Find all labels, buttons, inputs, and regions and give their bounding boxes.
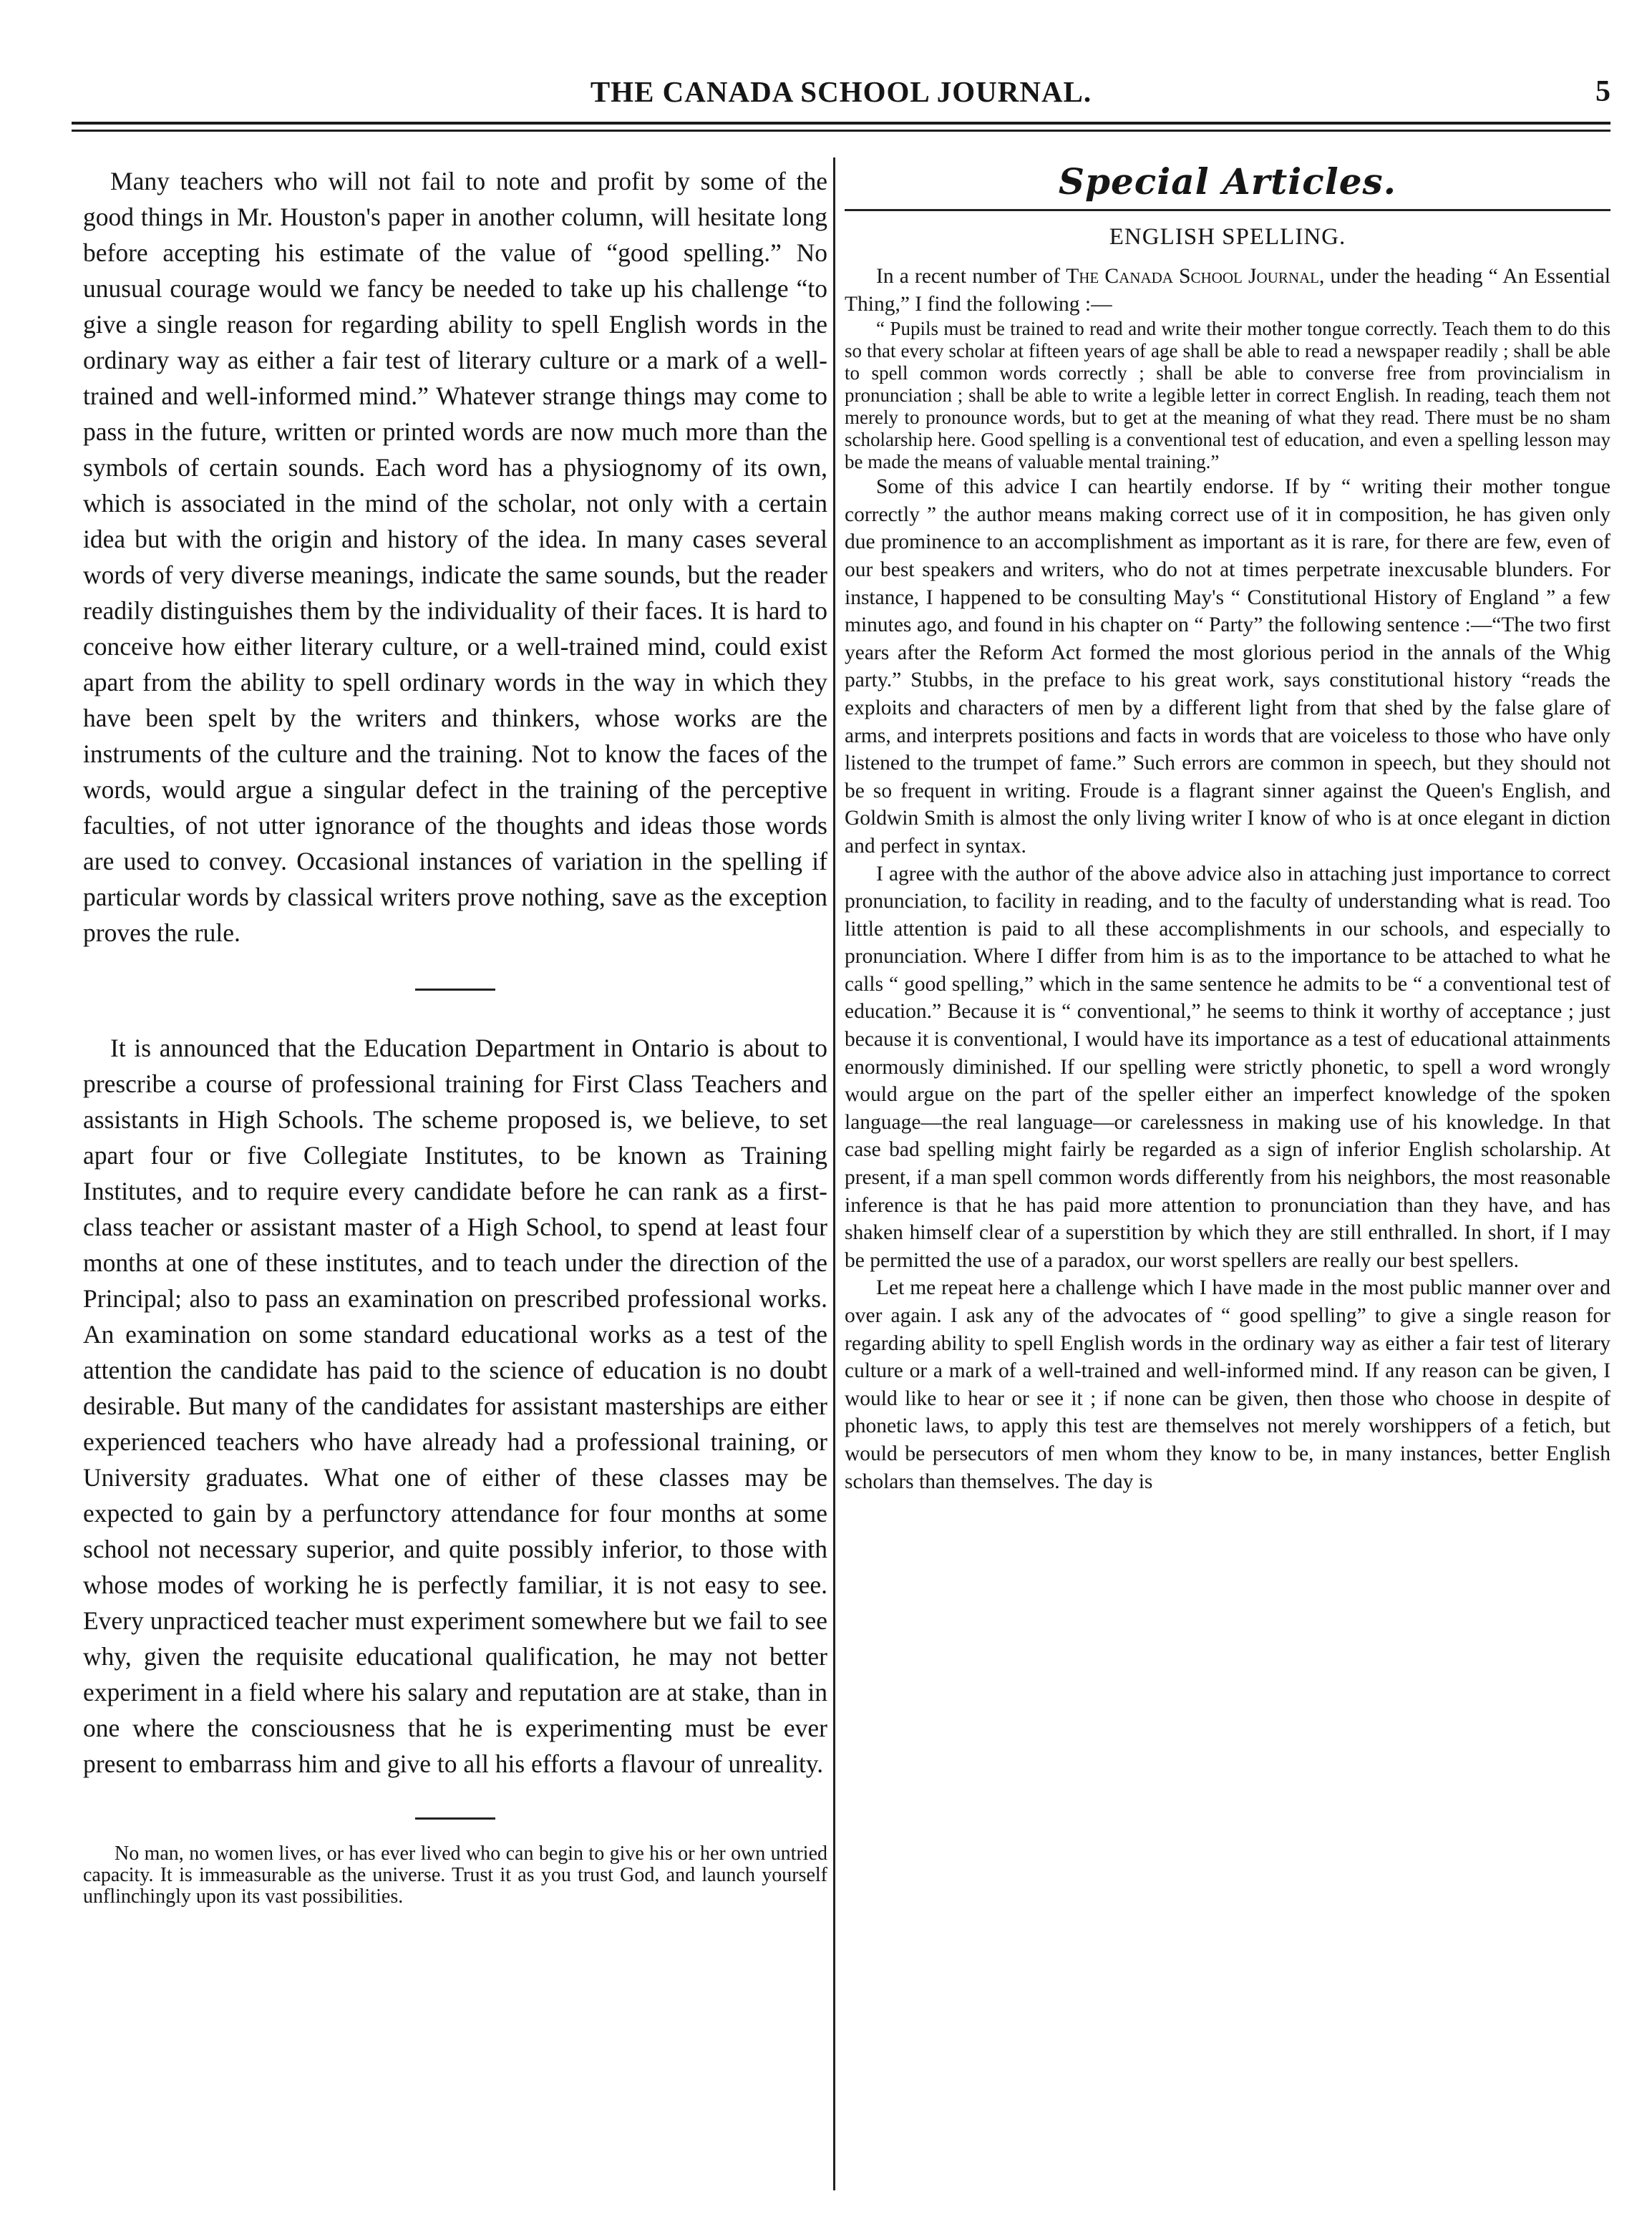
- quoted-passage: “ Pupils must be trained to read and write their mother tongue correctly. Teach them to do this so that every scholar at fifteen years of age shall be able to read a newspaper readily ; shall be able to spell common words correctly ; shall be able to converse free from provincialism in pronunciation ; shall be able to write a legible letter in correct English. In reading, teach them not merely to pronounce words, but to get at the meaning of what they read. There must be no sham scholarship here. Good spelling is a conventional test of education, and even a spelling lesson may be made the means of valuable mental training.”: [845, 318, 1610, 473]
- article-paragraph: Some of this advice I can heartily endorse. If by “ writing their mother tongue correctly ” the author means making correct use of it in composition, he has given only due prominence to an accomplishment as important as it is rare, for there are few, even of our best speakers and writers, who do not at times perpetrate inexcusable blunders. For instance, I happened to be consulting May's “ Constitutional History of England ” a few minutes ago, and found in his chapter on “ Party” the following sentence :—“The two first years after the Reform Act formed the most glorious period in the annals of the Whig party.” Stubbs, in the preface to his great work, says constitutional history “reads the exploits and characters of men by a different light from that shed by the false glare of arms, and interprets positions and facts in words that are voiceless to those who have only listened to the trumpet of fame.” Such errors are common in speech, but they should not be so frequent in writing. Froude is a flagrant sinner against the Queen's English, and Goldwin Smith is almost the only living writer I know of who is at once elegant in diction and perfect in syntax.: [845, 475, 1610, 858]
- journal-name: The Canada School Journal: [1066, 265, 1319, 288]
- page-header: [72, 74, 1610, 117]
- page-number: 5: [1595, 75, 1610, 108]
- article-title: ENGLISH SPELLING.: [1109, 224, 1346, 250]
- article-paragraph: I agree with the author of the above advice also in attaching just importance to correct pronunciation, to facility in reading, and to the faculty of understanding what is read. Too little attention is paid to all these accomplishments in our schools, and especially to pronunciation. Where I differ from him is as to the importance to be attached to what he calls “ good spelling,” which in the same sentence he admits to be “ a conventional test of education.” Because it is “ conventional,” he seems to think it worthy of acceptance ; just because it is conventional, I would have its importance as a test of educational attainments enormously diminished. If our spelling were strictly phonetic, to spell a word wrongly would argue on the part of the speller either an imperfect knowledge of the spoken language—the real language—or carelessness in making use of his knowledge. In that case bad spelling might fairly be regarded as a sign of inferior English scholarship. At present, if a man spell common words differently from his neighbors, the most reasonable inference is that he has paid more attention to pronunciation than they have, and has shaken himself clear of a superstition by which they are still enthralled. In short, if I may be permitted the use of a paradox, our worst spellers are really our best spellers.: [845, 862, 1610, 1272]
- header-rule-thin: [72, 130, 1610, 132]
- article-paragraph: Let me repeat here a challenge which I have made in the most public manner over and over again. I ask any of the advocates of “ good spelling” to give a single reason for regarding ability to spell English words in the ordinary way as either a fair test of literary culture or a mark of a well-trained and well-informed mind. If any reason can be given, I would like to hear or see it ; if none can be given, then those who choose in despite of phonetic laws, to apply this test are themselves not merely worshippers of a fetich, but would be persecutors of men whom they know to be, in many instances, better English scholars than themselves. The day is: [845, 1276, 1610, 1493]
- header-rule-thick: [72, 122, 1610, 125]
- article-intro: In a recent number of The Canada School Journal, under the heading “ An Essential Thing,” I find the following :—: [845, 265, 1611, 316]
- running-title: THE CANADA SCHOOL JOURNAL.: [590, 75, 1092, 108]
- editorial-spelling-paragraph: Many teachers who will not fail to note and profit by some of the good things in Mr. Houston's paper in another column, will hesitate long before accepting his estimate of the value of “good spelling.” No unusual courage would we fancy be needed to take up his challenge “to give a single reason for regarding ability to spell English words in the ordinary way as either a fair test of literary culture or a mark of a well-trained and well-informed mind.” Whatever strange things may come to pass in the future, written or printed words are now much more than the symbols of certain sounds. Each word has a physiognomy of its own, which is associated in the mind of the scholar, not only with a certain idea but with the origin and history of the idea. In many cases several words of very diverse meanings, indicate the same sounds, but the reader readily distinguishes them by the individuality of their faces. It is hard to conceive how either literary culture, or a well-trained mind, could exist apart from the ability to spell ordinary words in the way in which they have been spelt by the writers and thinkers, whose works are the instruments of the culture and the training. Not to know the faces of the words, would argue a singular defect in the training of the perceptive faculties, of not utter ignorance of the thoughts and ideas those words are used to convey. Occasional instances of variation in the spelling if particular words by classical writers prove nothing, save as the exception proves the rule.: [83, 167, 827, 947]
- column-divider: [833, 157, 835, 2190]
- left-column: [83, 163, 827, 1908]
- editorial-training-paragraph: It is announced that the Education Department in Ontario is about to prescribe a course of professional training for First Class Teachers and assistants in High Schools. The scheme proposed is, we believe, to set apart four or five Collegiate Institutes, to be known as Training Institutes, and to require every candidate before he can rank as a first-class teacher or assistant master of a High School, to spend at least four months at one of these institutes, and to teach under the direction of the Principal; also to pass an examination on prescribed professional works. An examination on some standard educational works as a test of the attention the candidate has paid to the science of education is no doubt desirable. But many of the candidates for assistant masterships are either experienced teachers who have already had a professional training, or University graduates. What one of either of these classes may be expected to gain by a perfunctory attendance for four months at some school not necessary superior, and quite possibly inferior, to those with whose modes of working he is perfectly familiar, it is not easy to see. Every unpracticed teacher must experiment somewhere but we fail to see why, given the requisite educational qualification, he may not better experiment in a field where his salary and reputation are at stake, than in one where the consciousness that he is experimenting must be ever present to embarrass him and give to all his efforts a flavour of unreality.: [83, 1034, 827, 1778]
- section-heading: Special Articles.: [1058, 160, 1397, 203]
- right-column: [845, 159, 1610, 1495]
- filler-quotation: No man, no women lives, or has ever lived who can begin to give his or her own untried capacity. It is immeasurable as the universe. Trust it as you trust God, and launch yourself unflinchingly upon its vast possibilities.: [83, 1842, 827, 1908]
